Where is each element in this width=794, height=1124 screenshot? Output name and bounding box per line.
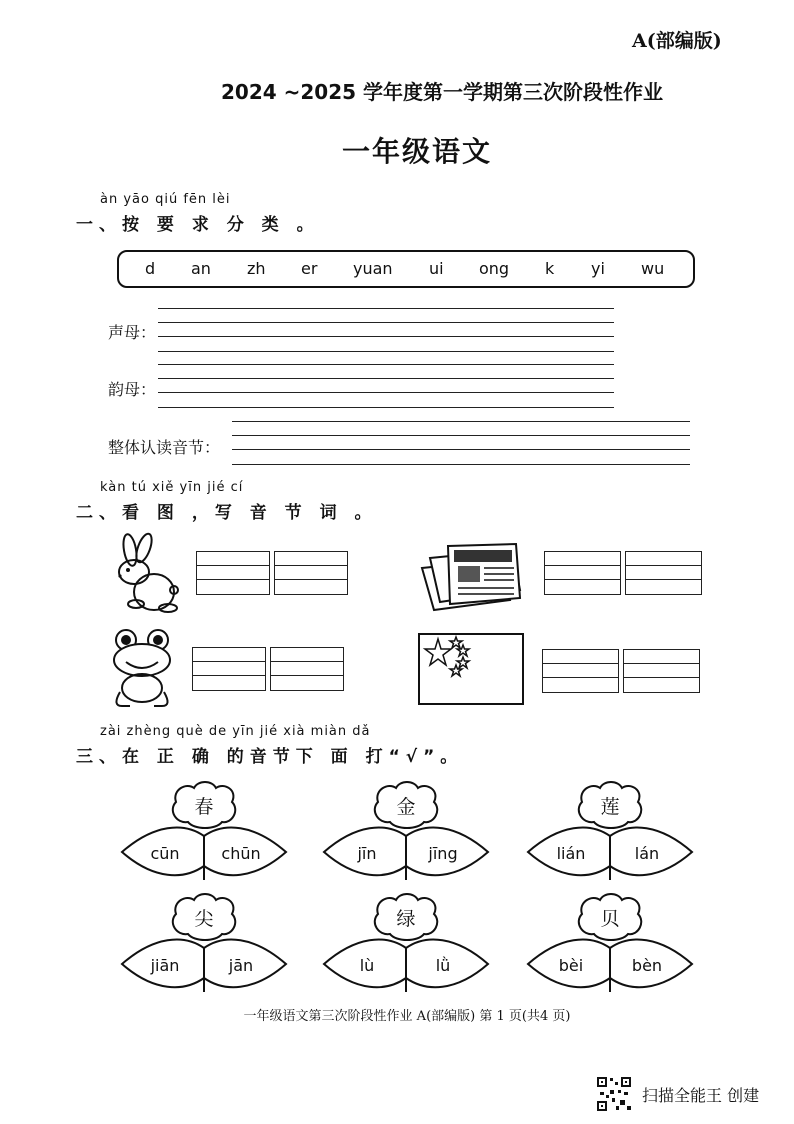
edition-label: A(部编版) [632,30,722,52]
answer-grid-flag[interactable] [542,649,700,693]
letter-item: ui [429,259,444,278]
syllable-option-left[interactable]: lù [359,956,375,975]
syllable-option-right[interactable]: chūn [221,844,261,863]
newspaper-icon [420,540,525,612]
flower-item [520,780,700,885]
flower-item [520,892,700,997]
letter-item: an [191,259,211,278]
letter-item: er [301,259,318,278]
syllable-option-left[interactable]: jiān [150,956,180,975]
q1-heading: 一、按 要 求 分 类 。 [76,215,320,235]
q3-pinyin: zài zhèng què de yīn jié xià miàn dǎ [100,724,371,739]
flower-item [114,780,294,885]
letter-box [117,250,695,288]
writing-lines-whole-syllables[interactable] [232,421,690,465]
page-title: 2024 ~2025 学年度第一学期第三次阶段性作业 [220,80,663,104]
answer-grid-rabbit[interactable] [196,551,348,595]
syllable-option-right[interactable]: bèn [631,956,663,975]
syllable-option-right[interactable]: lán [634,844,660,863]
label-whole-syllables: 整体认读音节： [108,438,221,457]
letter-item: k [545,259,555,278]
rabbit-icon [108,532,180,614]
syllable-option-right[interactable]: lǜ [435,956,451,975]
syllable-option-right[interactable]: jīng [428,844,458,863]
flower-character: 尖 [194,908,214,930]
letter-item: zh [247,259,266,278]
syllable-option-left[interactable]: lián [556,844,586,863]
letter-item: yuan [353,259,393,278]
syllable-option-right[interactable]: jān [228,956,254,975]
flower-character: 莲 [600,796,620,818]
answer-grid-frog[interactable] [192,647,344,691]
letter-item: yi [591,259,605,278]
frog-icon [108,626,176,710]
syllable-option-left[interactable]: bèi [558,956,584,975]
letter-item: ong [479,259,510,278]
answer-grid-newspaper[interactable] [544,551,702,595]
flower-character: 贝 [600,908,620,930]
flower-character: 春 [194,796,214,818]
flower-character: 绿 [396,908,416,930]
syllable-option-left[interactable]: cūn [150,844,180,863]
writing-lines-initials[interactable] [158,308,614,352]
letter-item: wu [641,259,665,278]
label-initials: 声母： [108,323,157,342]
letter-item: d [145,259,156,278]
label-finals: 韵母： [108,380,157,399]
writing-lines-finals[interactable] [158,364,614,408]
flower-item [316,780,496,885]
q3-heading: 三、在 正 确 的音节下 面 打“√”。 [76,747,464,767]
flower-item [114,892,294,997]
flower-character: 金 [396,796,416,818]
flower-item [316,892,496,997]
flag-icon [418,633,524,705]
q2-pinyin: kàn tú xiě yīn jié cí [100,480,244,495]
page-footer: 一年级语文第三次阶段性作业 A(部编版) 第 1 页(共4 页) [243,1009,571,1024]
qr-code-icon [596,1076,632,1112]
q1-pinyin: àn yāo qiú fēn lèi [100,192,231,207]
syllable-option-left[interactable]: jīn [357,844,377,863]
page-subtitle: 一年级语文 [341,135,492,168]
scanner-watermark: 扫描全能王 创建 [642,1086,760,1105]
q2-heading: 二、看 图 ，写 音 节 词 。 [76,503,378,523]
